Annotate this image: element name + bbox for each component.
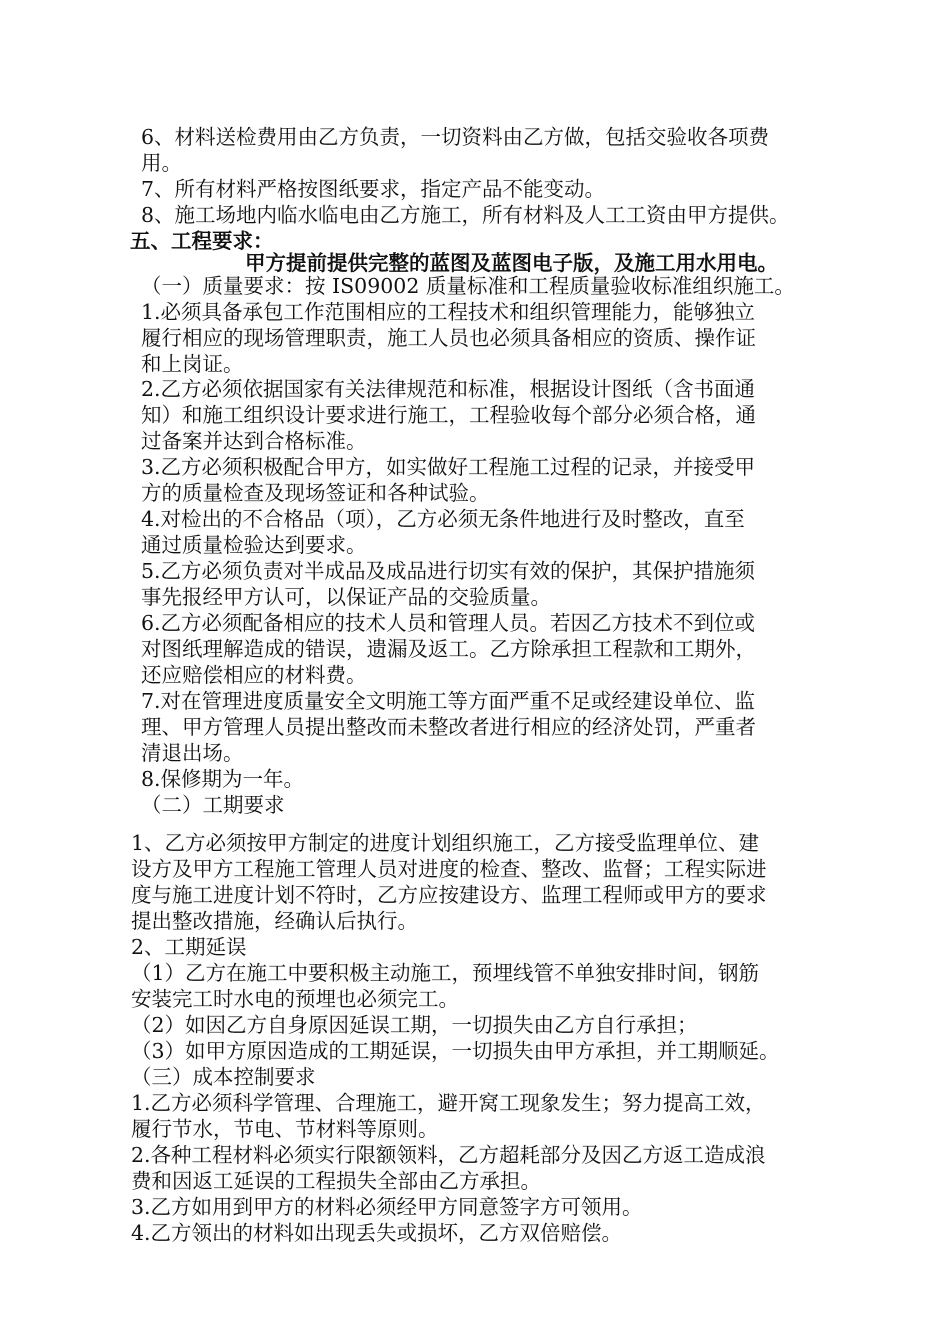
delay-item-1-line-1: （1）乙方在施工中要积极主动施工，预埋线管不单独安排时间，钢筋 (131, 961, 760, 985)
quality-item-1-line-3: 和上岗证。 (141, 352, 244, 376)
quality-requirements-heading: （一）质量要求：按 IS09002 质量标准和工程质量验收标准组织施工。 (141, 274, 795, 298)
section-5-heading: 五、工程要求： (130, 229, 274, 253)
schedule-item-1-line-1: 1、乙方必须按甲方制定的进度计划组织施工，乙方接受监理单位、建 (131, 831, 760, 855)
quality-item-1-line-2: 履行相应的现场管理职责，施工人员也必须具备相应的资质、操作证 (141, 326, 756, 350)
quality-item-5-line-1: 5.乙方必须负责对半成品及成品进行切实有效的保护，其保护措施须 (141, 559, 756, 583)
schedule-item-1-line-4: 提出整改措施，经确认后执行。 (131, 909, 418, 933)
quality-item-1-line-1: 1.必须具备承包工作范围相应的工程技术和组织管理能力，能够独立 (141, 300, 756, 324)
item-7-material-spec: 7、所有材料严格按图纸要求，指定产品不能变动。 (141, 177, 606, 201)
cost-item-1-line-2: 履行节水，节电、节材料等原则。 (131, 1117, 439, 1141)
delay-item-1-line-2: 安装完工时水电的预埋也必须完工。 (131, 987, 459, 1011)
quality-item-7-line-3: 清退出场。 (141, 741, 244, 765)
quality-item-6-line-3: 还应赔偿相应的材料费。 (141, 663, 367, 687)
quality-item-8: 8.保修期为一年。 (141, 767, 305, 791)
quality-item-2-line-3: 过备案并达到合格标准。 (141, 429, 367, 453)
cost-item-2-line-2: 费和因返工延误的工程损失全部由乙方承担。 (131, 1169, 541, 1193)
item-6-materials-testing-line-1: 6、材料送检费用由乙方负责，一切资料由乙方做，包括交验收各项费 (141, 125, 770, 149)
quality-item-3-line-2: 方的质量检查及现场签证和各种试验。 (141, 481, 490, 505)
cost-item-3: 3.乙方如用到甲方的材料必须经甲方同意签字方可领用。 (131, 1195, 643, 1219)
schedule-requirements-heading: （二）工期要求 (141, 793, 285, 817)
item-6-materials-testing-line-2: 用。 (141, 151, 182, 175)
quality-item-4-line-1: 4.对检出的不合格品（项），乙方必须无条件地进行及时整改，直至 (141, 507, 745, 531)
quality-item-2-line-2: 知）和施工组织设计要求进行施工，工程验收每个部分必须合格，通 (141, 403, 756, 427)
schedule-delay-heading: 2、工期延误 (131, 935, 247, 959)
quality-item-7-line-1: 7.对在管理进度质量安全文明施工等方面严重不足或经建设单位、监 (141, 689, 756, 713)
delay-item-3: （3）如甲方原因造成的工期延误，一切损失由甲方承担，并工期顺延。 (131, 1039, 780, 1063)
quality-item-2-line-1: 2.乙方必须依据国家有关法律规范和标准，根据设计图纸（含书面通 (141, 377, 756, 401)
cost-item-4: 4.乙方领出的材料如出现丢失或损坏，乙方双倍赔偿。 (131, 1221, 623, 1245)
quality-item-6-line-2: 对图纸理解造成的错误，遗漏及返工。乙方除承担工程款和工期外， (141, 637, 756, 661)
quality-item-5-line-2: 事先报经甲方认可，以保证产品的交验质量。 (141, 585, 551, 609)
schedule-item-1-line-2: 设方及甲方工程施工管理人员对进度的检查、整改、监督；工程实际进 (131, 857, 767, 881)
quality-item-4-line-2: 通过质量检验达到要求。 (141, 533, 367, 557)
item-8-site-water-power: 8、施工场地内临水临电由乙方施工，所有材料及人工工资由甲方提供。 (141, 203, 790, 227)
quality-item-6-line-1: 6.乙方必须配备相应的技术人员和管理人员。若因乙方技术不到位或 (141, 611, 756, 635)
quality-item-7-line-2: 理、甲方管理人员提出整改而未整改者进行相应的经济处罚，严重者 (141, 715, 756, 739)
cost-item-2-line-1: 2.各种工程材料必须实行限额领料，乙方超耗部分及因乙方返工造成浪 (131, 1143, 766, 1167)
delay-item-2: （2）如因乙方自身原因延误工期，一切损失由乙方自行承担； (131, 1013, 698, 1037)
quality-item-3-line-1: 3.乙方必须积极配合甲方，如实做好工程施工过程的记录，并接受甲 (141, 455, 756, 479)
section-5-bold-note: 甲方提前提供完整的蓝图及蓝图电子版，及施工用水用电。 (245, 251, 778, 275)
cost-control-heading: （三）成本控制要求 (131, 1065, 316, 1089)
schedule-item-1-line-3: 度与施工进度计划不符时，乙方应按建设方、监理工程师或甲方的要求 (131, 883, 767, 907)
cost-item-1-line-1: 1.乙方必须科学管理、合理施工，避开窝工现象发生；努力提高工效， (131, 1091, 766, 1115)
